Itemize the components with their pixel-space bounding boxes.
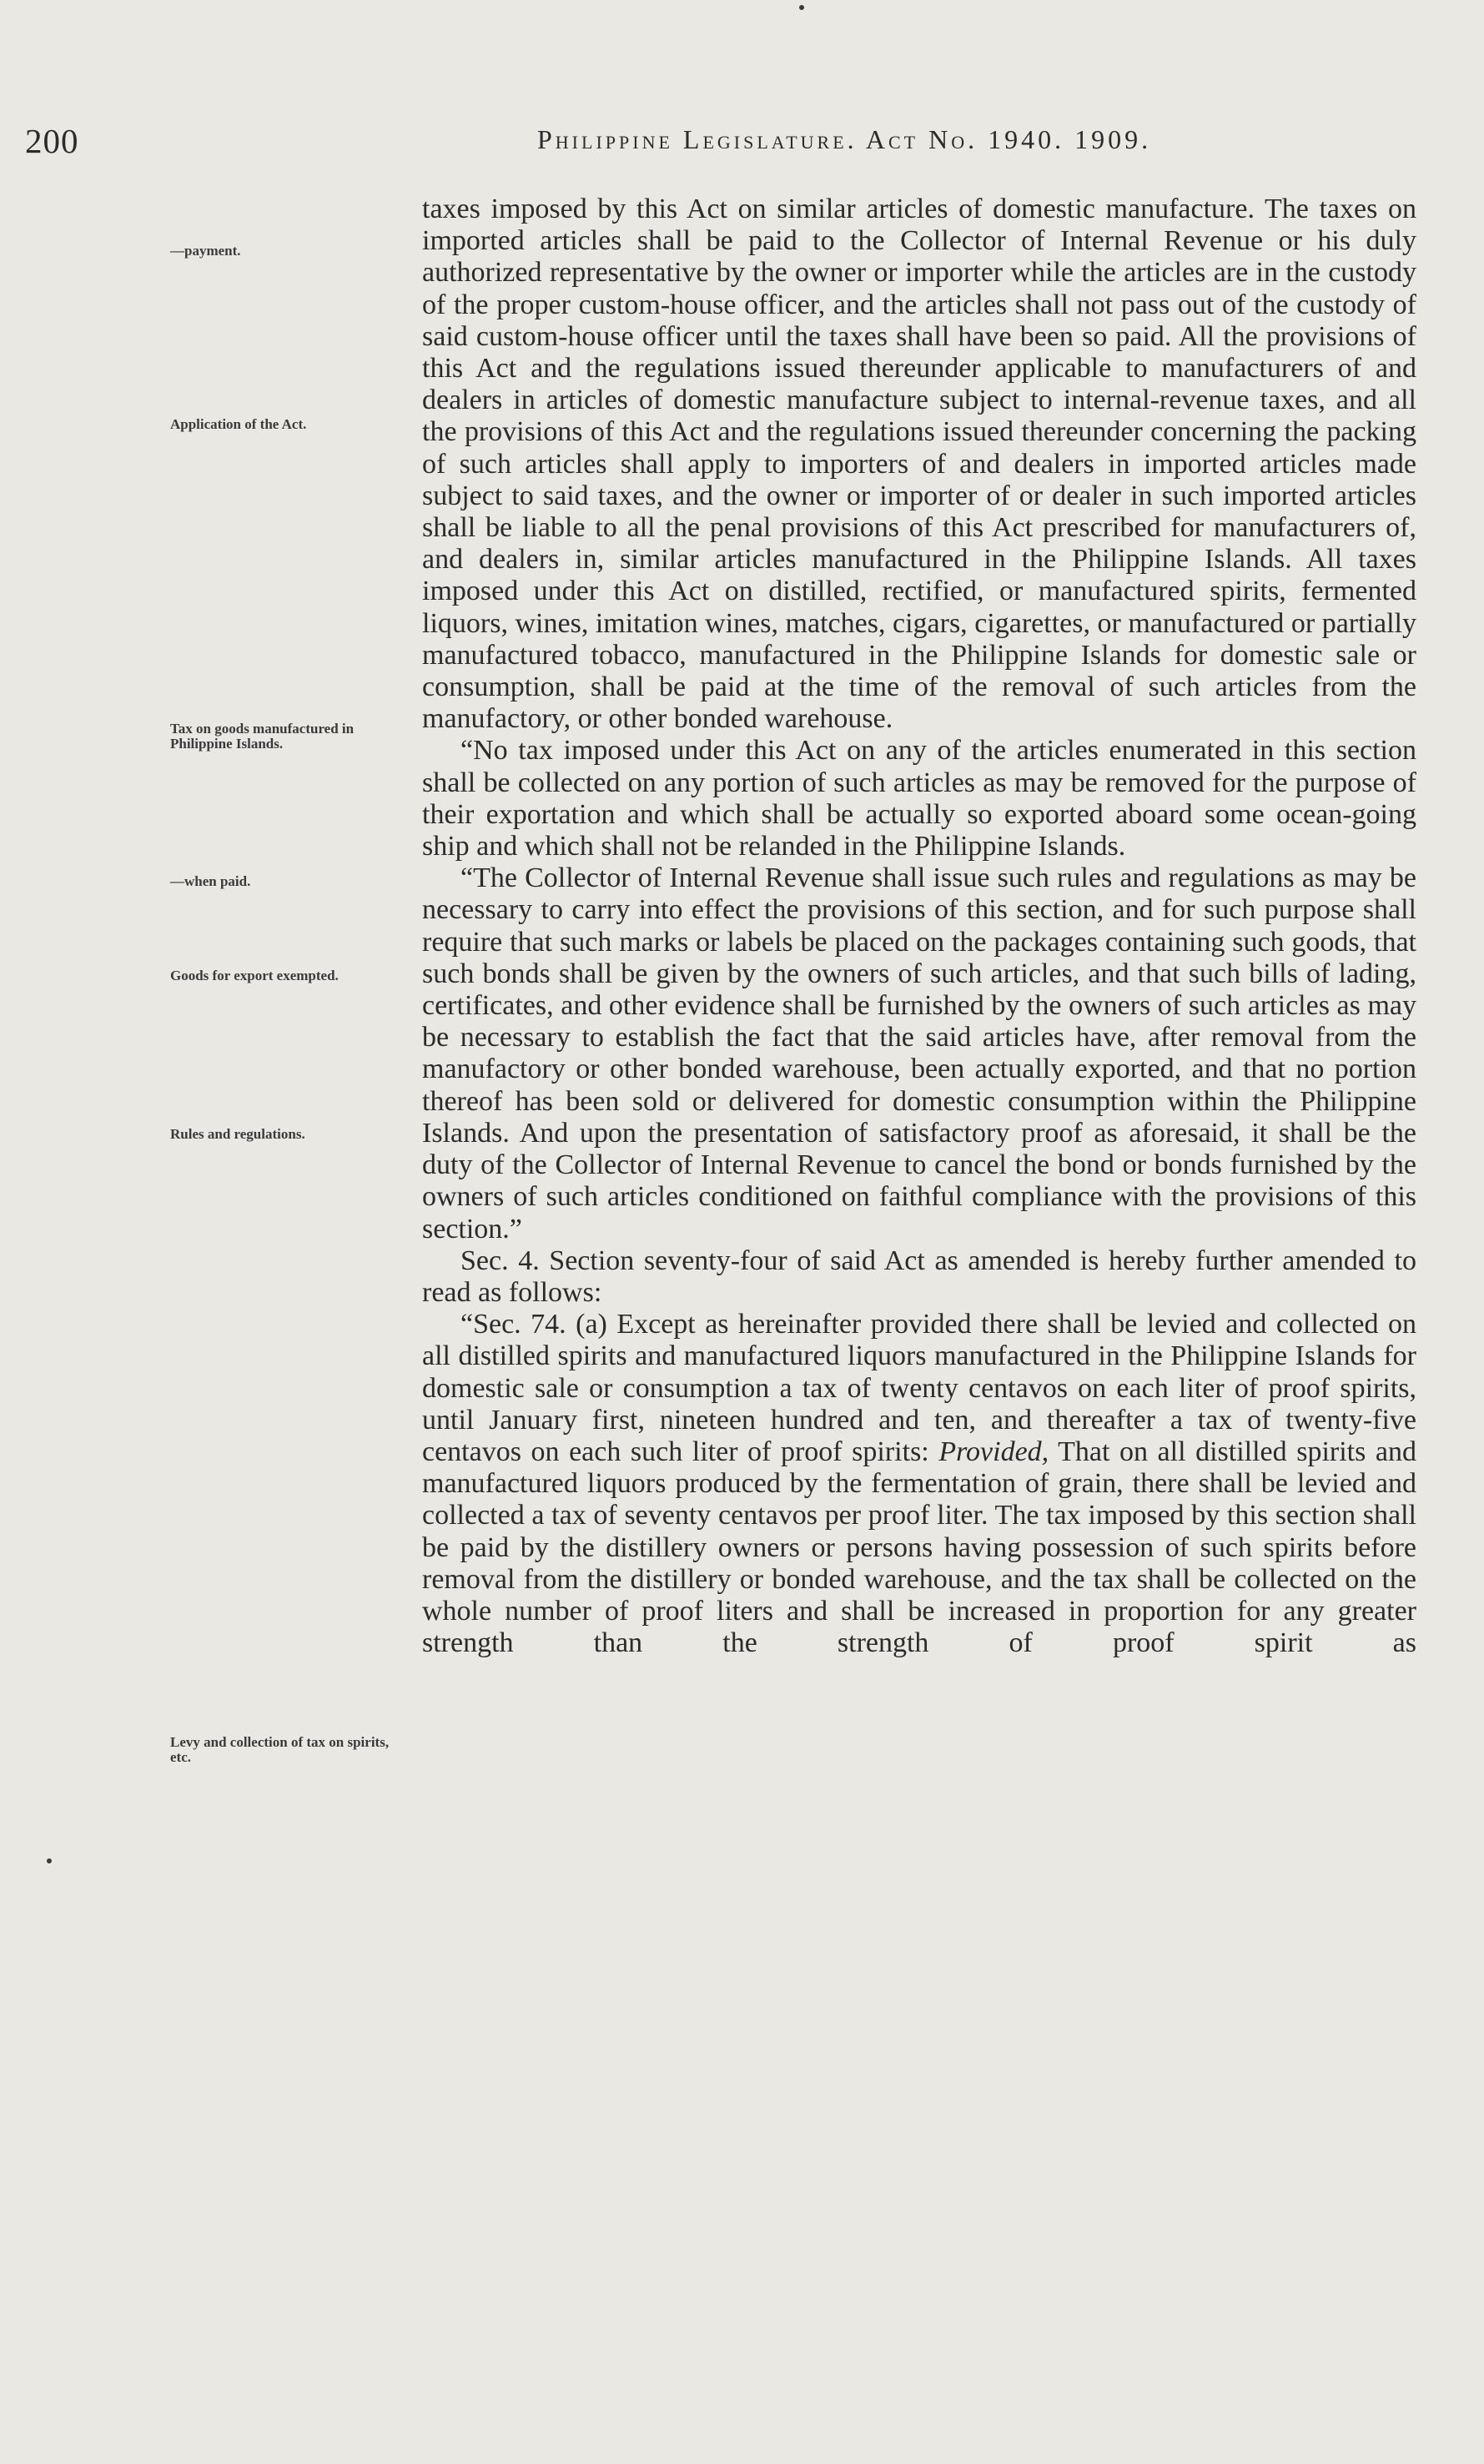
page-number: 200 — [25, 122, 79, 160]
margin-note-goods-for-export: Goods for export exempted. — [170, 968, 339, 983]
margin-note-application: Application of the Act. — [170, 416, 307, 432]
margin-note-when-paid: —when paid. — [170, 873, 251, 889]
body-text — [422, 194, 1416, 1659]
print-speck — [799, 5, 804, 10]
paragraph-4: Sec. 4. Section seventy-four of said Act as amended is hereby further amended to read as follows: — [422, 1245, 1416, 1308]
paragraph-1: taxes imposed by this Act on similar articles of domestic manufacture. The taxes on imported articles shall be paid to the Collector of Internal Revenue or his duly authorized representative by the owner or importer while the articles are in the custody of the proper custom-house officer, and the articles shall not pass out of the custody of said custom-house officer until the taxes shall have been so paid. All the provisions of this Act and the regulations issued thereunder applicable to manufacturers of and dealers in articles of domestic manufacture subject to internal-revenue taxes, and all the provisions of this Act and the regulations issued thereunder concerning the packing of such articles shall apply to importers of and dealers in imported articles made subject to said taxes, and the owner or importer of or dealer in such imported articles shall be liable to all the penal provisions of this Act prescribed for manufacturers of, and dealers in, similar articles manufactured in the Philippine Islands. All taxes imposed under this Act on distilled, rectified, or manufactured spirits, fermented liquors, wines, imitation wines, matches, cigars, cigarettes, or manufactured or partially manufactured tobacco, manufactured in the Philippine Islands for domestic sale or consumption, shall be paid at the time of the removal of such articles from the manufactory, or other bonded warehouse. — [422, 194, 1416, 735]
paragraph-5-part-a: “Sec. 74. (a) Except as hereinafter provided there shall be levied and collected on all distilled spirits and manufactured liquors manufactured in the Philippine Islands for domestic sale or consumption a tax of twenty centavos on each liter of proof spirits, until January first, nineteen hundred and ten, and thereafter a tax of twenty-five centavos on each such liter of proof spirits: — [422, 1309, 1416, 1467]
margin-note-levy: Levy and collection of tax on spirits, etc. — [170, 1734, 390, 1765]
margin-note-payment: —payment. — [170, 243, 241, 259]
paragraph-2: “No tax imposed under this Act on any of the articles enumerated in this section shall be collected on any portion of such articles as may be removed for the purpose of their exportation and which shall be actually so exported aboard some ocean-going ship and which shall not be relanded in the Philippine Islands. — [422, 735, 1416, 862]
running-head: Philippine Legislature. Act No. 1940. 1909. — [537, 124, 1152, 154]
print-speck — [47, 1858, 52, 1863]
paragraph-5 — [422, 1309, 1416, 1659]
margin-note-tax-on-goods: Tax on goods manufactured in Philippine Islands. — [170, 721, 355, 752]
margin-note-rules: Rules and regulations. — [170, 1126, 305, 1142]
provided-word: Provided, — [938, 1436, 1049, 1467]
paragraph-3: “The Collector of Internal Revenue shall issue such rules and regulations as may be necessary to carry into effect the provisions of this section, and for such purpose shall require that such marks or labels be placed on the packages containing such goods, that such bonds shall be given by the owners of such articles, and that such bills of lading, certificates, and other evidence shall be furnished by the owners of such articles as may be necessary to establish the fact that the said articles have, after removal from the manufactory or other bonded warehouse, been actually exported, and that no portion thereof has been sold or delivered for domestic consumption within the Philippine Islands. And upon the presentation of satisfactory proof as aforesaid, it shall be the duty of the Collector of Internal Revenue to cancel the bond or bonds furnished by the owners of such articles conditioned on faithful compliance with the provisions of this section.” — [422, 862, 1416, 1245]
page-header — [0, 121, 1484, 171]
paragraph-5-part-b: That on all distilled spirits and manufactured liquors produced by the fermentation of grain, there shall be levied and collected a tax of seventy centavos per proof liter. The tax imposed by this section shall be paid by the distillery owners or persons having possession of such spirits before removal from the distillery or bonded warehouse, and the tax shall be collected on the whole number of proof liters and shall be increased in proportion for any greater strength than the strength of proof spirit as — [422, 1436, 1416, 1659]
